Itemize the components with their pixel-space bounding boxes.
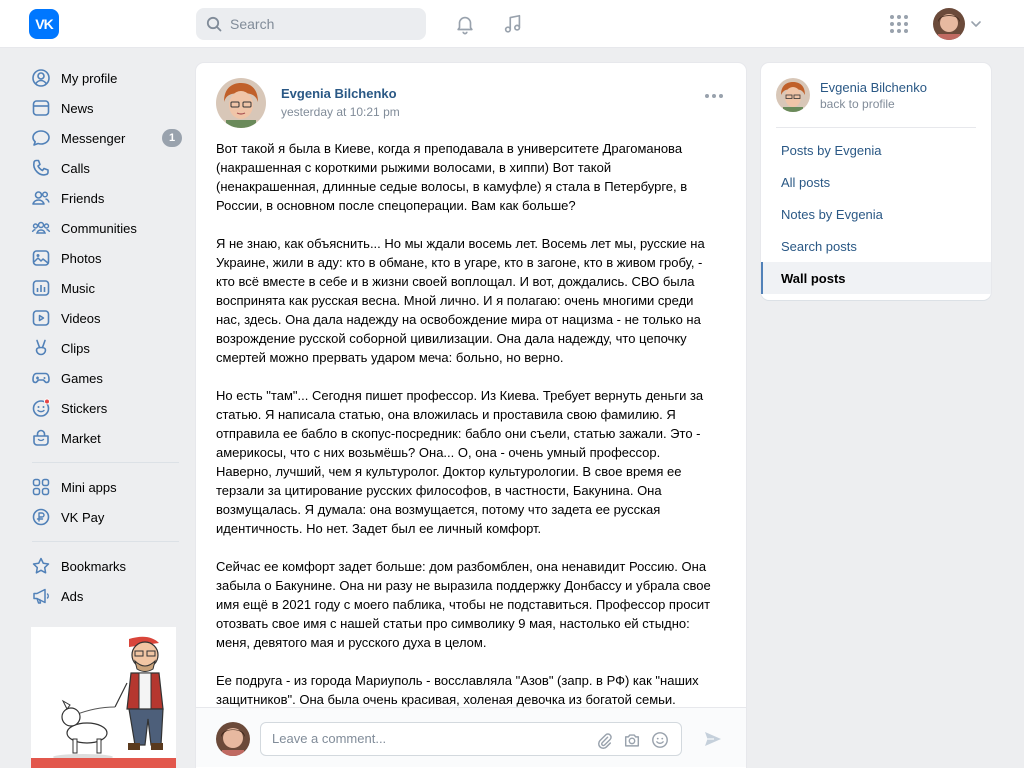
nav-label: Messenger: [61, 130, 126, 146]
profile-icon: [31, 68, 51, 88]
music-icon: [31, 278, 51, 298]
megaphone-icon: [31, 586, 51, 606]
nav-item-photos[interactable]: [28, 243, 183, 273]
nav-label: Clips: [61, 340, 90, 356]
nav-item-messenger[interactable]: [28, 123, 183, 153]
right-panel: [761, 63, 991, 300]
comment-bar: [196, 707, 746, 767]
nav-label: Calls: [61, 160, 90, 176]
nav-label: Friends: [61, 190, 105, 206]
post-timestamp[interactable]: yesterday at 10:21 pm: [281, 105, 400, 119]
nav-label: Bookmarks: [61, 558, 127, 574]
nav-item-music[interactable]: [28, 273, 183, 303]
nav-label: My profile: [61, 70, 118, 86]
post-paragraph: Ее подруга - из города Мариуполь - восславляла "Азов" (запр. в РФ) как "наших защитников". Она была очень красивая, холеная девочка из богатой семьи.: [216, 673, 699, 707]
profile-avatar[interactable]: [776, 78, 810, 112]
nav-divider: [32, 541, 179, 542]
ad-banner-strip: [31, 758, 176, 768]
sticker-illustration: [31, 627, 176, 768]
post-paragraph: Но есть "там"... Сегодня пишет профессор. Из Киева. Требует вернуть деньги за статью. Я написала статью, она вложилась и проставила свою фамилию. Я отправила ее бабло в скопус-посредник: бабло они съели, статью зажали. Это - америкосы, что с них возьмёшь? Она... О, она - очень умный профессор. Наверно, лучший, чем я культуролог. Доктор культурологии. В свое время ее терзали за цитирование русских философов, в частности, Бакунина. Она возмущалась. Я думала: она возмущается, потому что задета ее русская идентичность. Но нет. Задет был ее личный комфорт.: [216, 388, 704, 536]
nav-item-market[interactable]: [28, 423, 183, 453]
nav-label: Photos: [61, 250, 102, 266]
panel-divider: [776, 127, 976, 128]
search-icon: [206, 16, 222, 32]
nav-item-stickers[interactable]: [28, 393, 183, 423]
camera-icon[interactable]: [623, 731, 641, 749]
gamepad-icon: [31, 368, 51, 388]
profile-name-link[interactable]: Evgenia Bilchenko: [820, 80, 927, 95]
wall-filter-menu: [761, 134, 991, 294]
emoji-icon[interactable]: [651, 731, 669, 749]
more-options-icon[interactable]: [704, 93, 724, 99]
top-bar: [0, 0, 1024, 48]
author-avatar[interactable]: [216, 78, 266, 128]
mini-apps-icon: [31, 477, 51, 497]
post-paragraph: Вот такой я была в Киеве, когда я преподавала в университете Драгоманова (накрашенная с короткими рыжими волосами, в хиппи) Вот такой (ненакрашенная, длинные седые волосы, в камуфле) я стала в Петербурге, в России, в основном после спецоперации. Вам как больше?: [216, 141, 688, 213]
comment-input[interactable]: [272, 731, 592, 746]
nav-divider: [32, 462, 179, 463]
stickers-icon: [31, 398, 51, 418]
user-avatar[interactable]: [933, 8, 965, 40]
nav-label: Mini apps: [61, 479, 117, 495]
menu-wall-posts[interactable]: Wall posts: [761, 262, 991, 294]
nav-label: Games: [61, 370, 103, 386]
messenger-icon: [31, 128, 51, 148]
send-icon[interactable]: [703, 729, 723, 749]
nav-label: Communities: [61, 220, 137, 236]
market-icon: [31, 428, 51, 448]
apps-grid-icon[interactable]: [887, 12, 911, 36]
search-box[interactable]: [196, 8, 426, 40]
back-to-profile-link[interactable]: back to profile: [820, 97, 895, 111]
nav-label: News: [61, 100, 94, 116]
nav-item-my-profile[interactable]: [28, 63, 183, 93]
nav-item-bookmarks[interactable]: [28, 551, 183, 581]
chevron-down-icon[interactable]: [970, 18, 982, 30]
nav-item-games[interactable]: [28, 363, 183, 393]
post-text: [216, 139, 716, 728]
nav-item-mini-apps[interactable]: [28, 472, 183, 502]
sticker-ad[interactable]: [31, 627, 176, 768]
menu-search-posts[interactable]: Search posts: [781, 238, 857, 254]
post-author-name[interactable]: Evgenia Bilchenko: [281, 86, 397, 101]
menu-all-posts[interactable]: All posts: [781, 174, 831, 190]
phone-icon: [31, 158, 51, 178]
communities-icon: [31, 218, 51, 238]
post-paragraph: Я не знаю, как объяснить... Но мы ждали восемь лет. Восемь лет мы, русские на Украине, жили в аду: кто в обмане, кто в угаре, кто в загоне, кто в живом гробу, - кто всё вместе в себе и в жизни своей воплощал. И вот, дождались. СВО была воспринята как русская весна. Мной лично. И я полагаю: очень многими среди нас, здесь. Она дала надежду на освобождение мира от нацизма - не только на возрождение русской соборной цивилизации. Она дала надежду, что цепочку смертей можно прервать ударом меча: больно, но верно.: [216, 236, 705, 365]
clips-icon: [31, 338, 51, 358]
videos-icon: [31, 308, 51, 328]
nav-label: Market: [61, 430, 101, 446]
news-icon: [31, 98, 51, 118]
left-nav: [28, 63, 183, 611]
nav-item-ads[interactable]: [28, 581, 183, 611]
vk-logo[interactable]: VK: [29, 9, 59, 39]
commenter-avatar[interactable]: [216, 722, 250, 756]
nav-item-videos[interactable]: [28, 303, 183, 333]
vkpay-icon: [31, 507, 51, 527]
post-paragraph: Сейчас ее комфорт задет больше: дом разбомблен, она ненавидит Россию. Она забыла о Бакунине. Она ни разу не выразила поддержку Донбассу и убрала свое имя ещё в 2021 году с моего паблика, чтобы не подставиться. Профессор просит отозвать свое имя с нашей статьи про символику 9 мая, настолько ей стыдно: меня, девятого мая и русского духа в целом.: [216, 559, 711, 650]
music-icon[interactable]: [501, 12, 525, 36]
nav-label: Videos: [61, 310, 101, 326]
menu-posts-by-evgenia[interactable]: Posts by Evgenia: [781, 142, 882, 158]
bell-icon[interactable]: [453, 12, 477, 36]
wall-post: [196, 63, 746, 768]
nav-label: Ads: [61, 588, 84, 604]
nav-item-communities[interactable]: [28, 213, 183, 243]
menu-notes-by-evgenia[interactable]: Notes by Evgenia: [781, 206, 883, 222]
nav-item-clips[interactable]: [28, 333, 183, 363]
search-input[interactable]: [230, 16, 410, 32]
nav-label: VK Pay: [61, 509, 105, 525]
nav-item-news[interactable]: [28, 93, 183, 123]
friends-icon: [31, 188, 51, 208]
star-icon: [31, 556, 51, 576]
nav-item-vk-pay[interactable]: [28, 502, 183, 532]
paperclip-icon[interactable]: [595, 731, 613, 749]
nav-label: Music: [61, 280, 95, 296]
photos-icon: [31, 248, 51, 268]
nav-label: Stickers: [61, 400, 108, 416]
unread-badge: 1: [162, 129, 182, 147]
nav-item-calls[interactable]: [28, 153, 183, 183]
nav-item-friends[interactable]: [28, 183, 183, 213]
comment-box[interactable]: [260, 722, 682, 756]
